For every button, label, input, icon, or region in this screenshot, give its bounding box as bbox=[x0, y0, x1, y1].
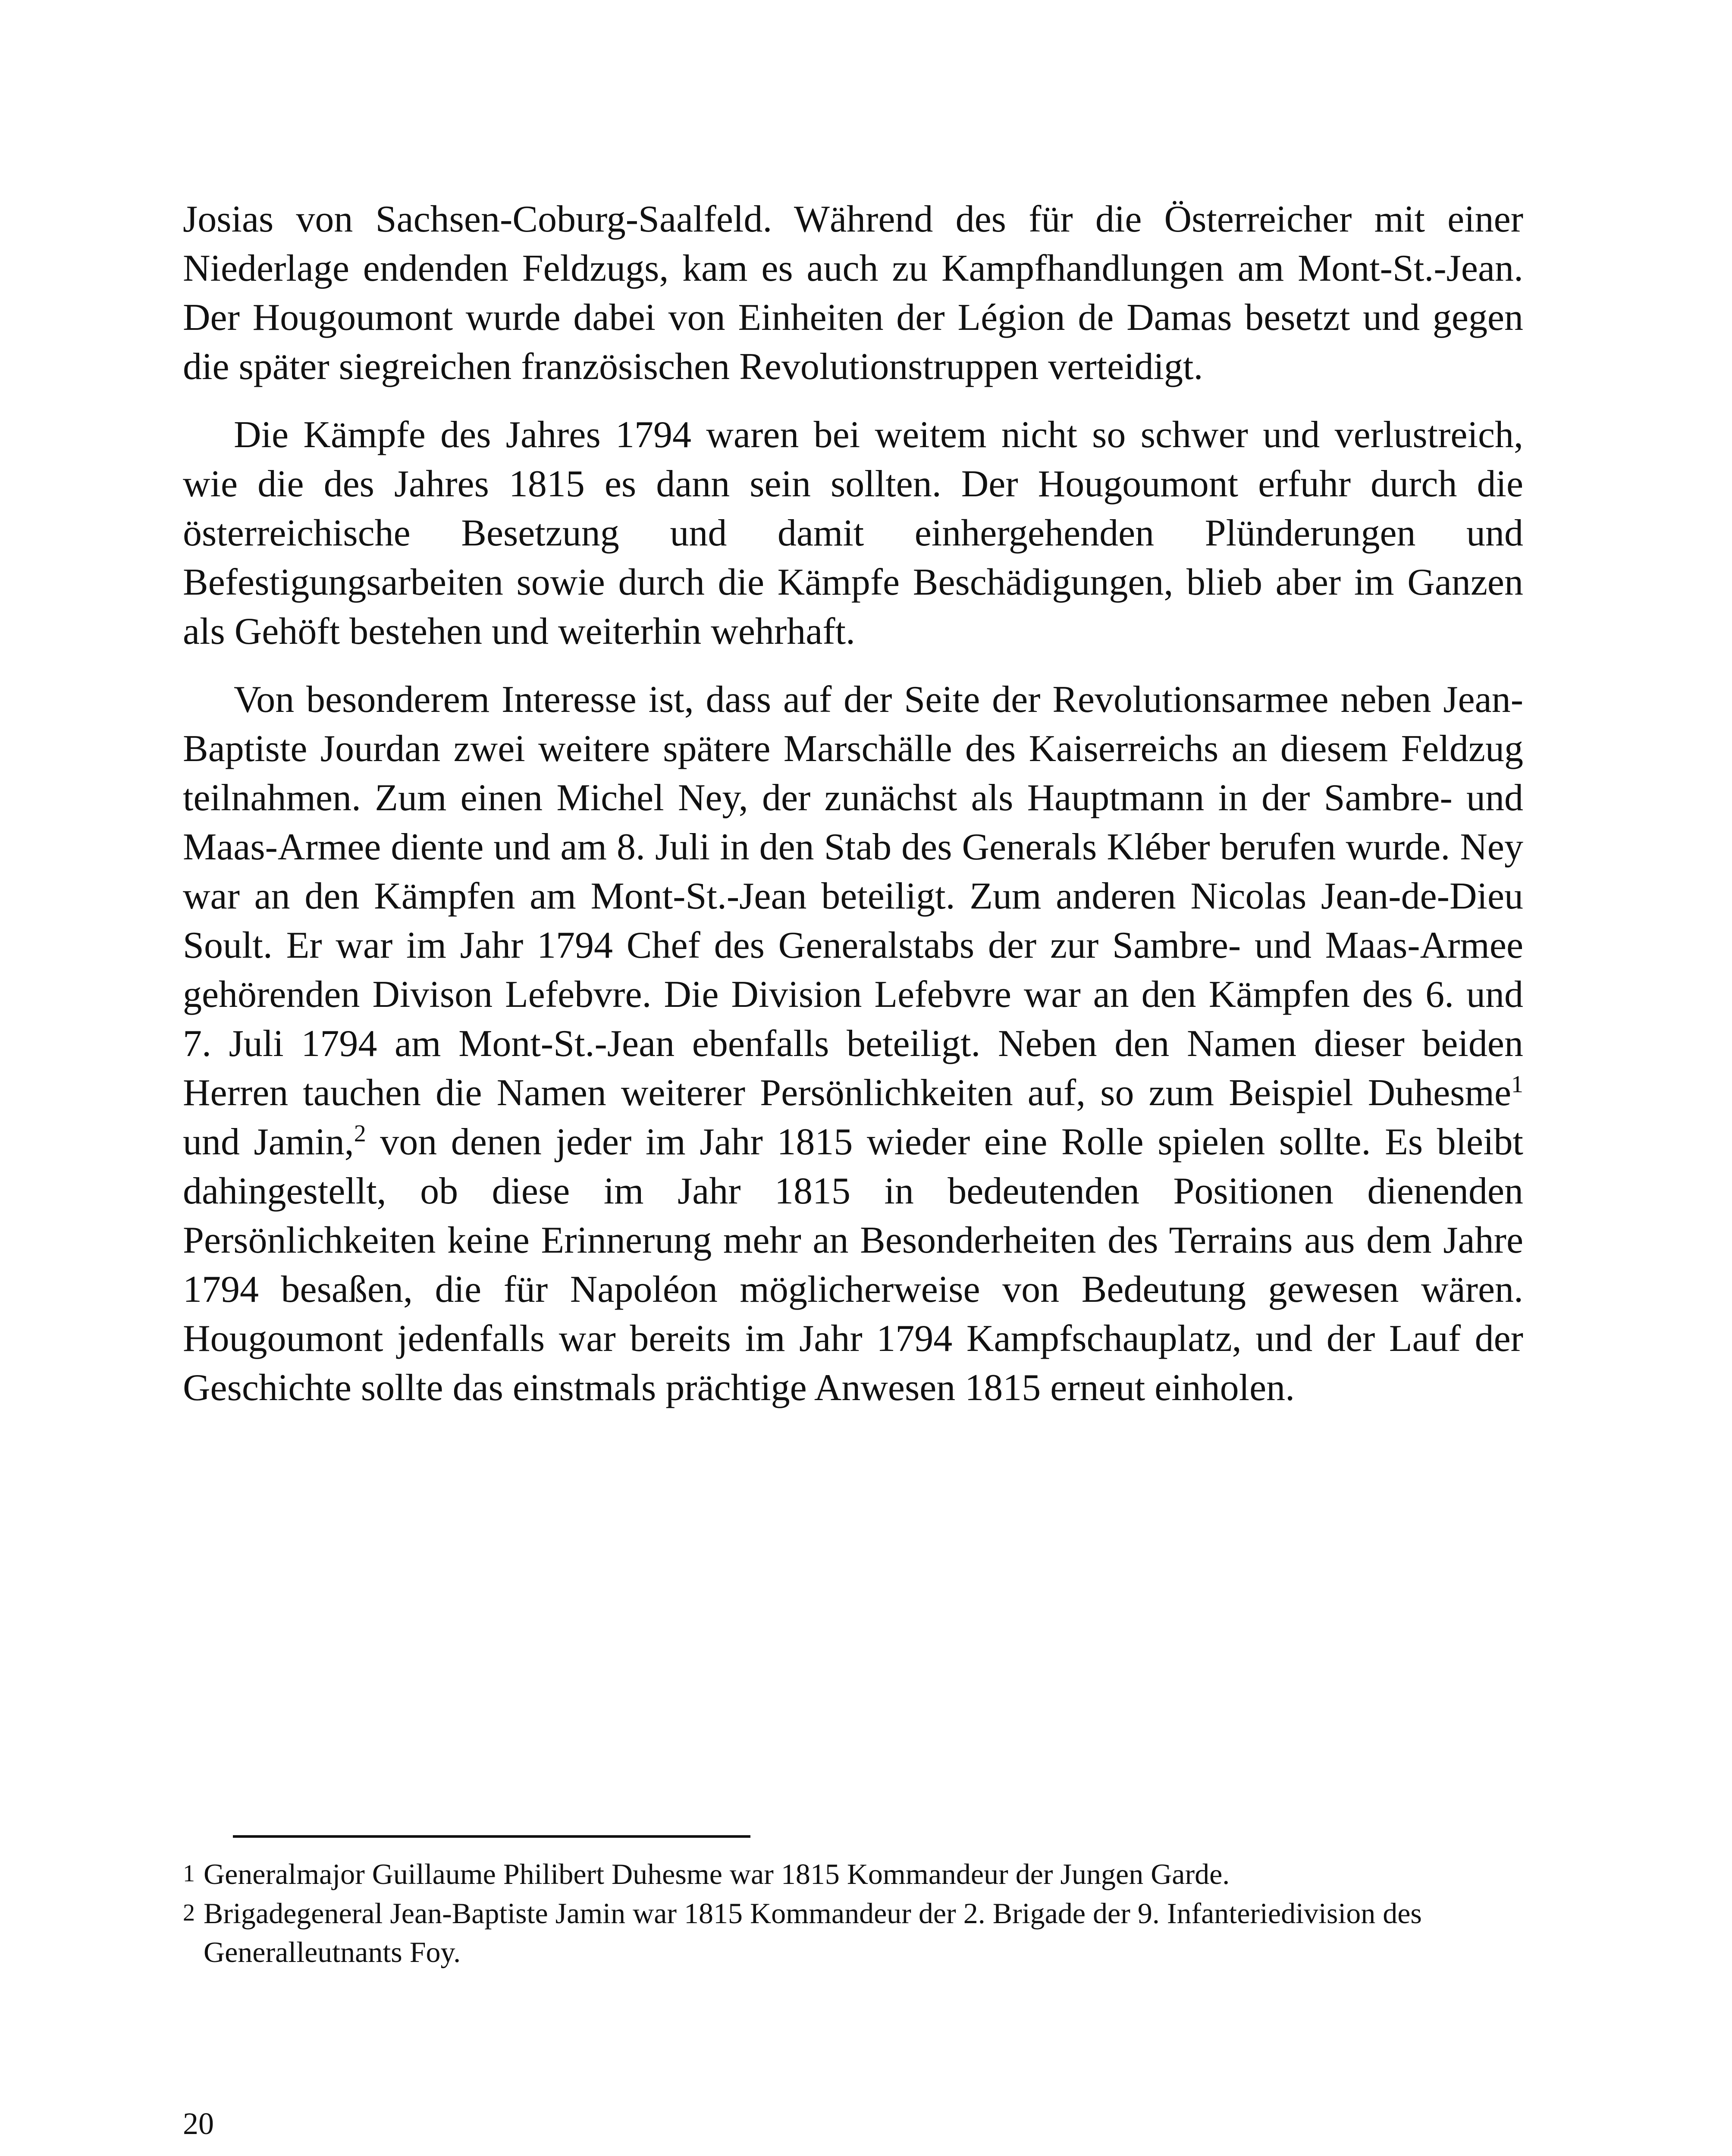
paragraph-2: Die Kämpfe des Jahres 1794 waren bei weitem nicht so schwer und verlustreich, wie die des Jahres 1815 es dann sein sollten. Der Hougoumont erfuhr durch die österreichische Besetzung und damit einhergehenden Plünderungen und Befestigungsarbeiten sowie durch die Kämpfe Beschädigungen, blieb aber im Ganzen als Gehöft bestehen und weiterhin wehrhaft. bbox=[183, 414, 1523, 652]
body-text bbox=[183, 195, 1523, 1413]
footnote-2-number: 2 bbox=[183, 1899, 195, 1926]
paragraph-3-part-1: Von besonderem Interesse ist, dass auf der Seite der Revolutionsarmee neben Jean-Baptiste Jourdan zwei weitere spätere Marschälle des Kaiserreichs an diesem Feldzug teilnahmen. Zum einen Michel Ney, der zunächst als Hauptmann in der Sambre- und Maas-Armee diente und am 8. Juli in den Stab des Generals Kléber berufen wurde. Ney war an den Kämpfen am Mont-St.-Jean beteiligt. Zum anderen Nicolas Jean-de-Dieu Soult. Er war im Jahr 1794 Chef des Generalstabs der zur Sambre- und Maas-Armee gehörenden Divison Lefebvre. Die Division Lefebvre war an den Kämpfen des 6. und 7. Juli 1794 am Mont-St.-Jean ebenfalls beteiligt. Neben den Namen dieser beiden Herren tauchen die Namen weiterer Persönlichkeiten auf, so zum Beispiel Duhesme bbox=[183, 679, 1523, 1114]
footnotes bbox=[183, 1854, 1523, 1971]
paragraph-3-part-2: und Jamin, bbox=[183, 1121, 354, 1163]
footnote-ref-1: 1 bbox=[1511, 1071, 1523, 1098]
footnote-1-text: Generalmajor Guillaume Philibert Duhesme war 1815 Kommandeur der Jungen Garde. bbox=[204, 1858, 1230, 1890]
footnote-1-number: 1 bbox=[183, 1860, 195, 1887]
paragraph-3-part-3: von denen jeder im Jahr 1815 wieder eine Rolle spielen sollte. Es bleibt dahingestellt, ob diese im Jahr 1815 in bedeutenden Positionen dienenden Persönlichkeiten keine Erinnerung mehr an Besonderheiten des Terrains aus dem Jahre 1794 besaßen, die für Napoléon möglicherweise von Bedeutung gewesen wären. Hougoumont jedenfalls war bereits im Jahr 1794 Kampfschauplatz, und der Lauf der Geschichte sollte das einstmals prächtige Anwesen 1815 erneut einholen. bbox=[183, 1121, 1523, 1409]
page-number: 20 bbox=[183, 2106, 214, 2141]
footnote-ref-2: 2 bbox=[354, 1120, 366, 1147]
footnote-1 bbox=[183, 1854, 1523, 1893]
paragraph-3 bbox=[183, 675, 1523, 1413]
footnote-2 bbox=[183, 1893, 1523, 1971]
footnote-separator bbox=[233, 1835, 750, 1838]
paragraph-1: Josias von Sachsen-Coburg-Saalfeld. Während des für die Österreicher mit einer Niederlage endenden Feldzugs, kam es auch zu Kampfhandlungen am Mont-St.-Jean. Der Hougoumont wurde dabei von Einheiten der Légion de Damas besetzt und gegen die später siegreichen französischen Revolutionstruppen verteidigt. bbox=[183, 198, 1523, 388]
footnote-2-text: Brigadegeneral Jean-Baptiste Jamin war 1815 Kommandeur der 2. Brigade der 9. Infanteriedivision des Generalleutnants Foy. bbox=[204, 1897, 1422, 1968]
